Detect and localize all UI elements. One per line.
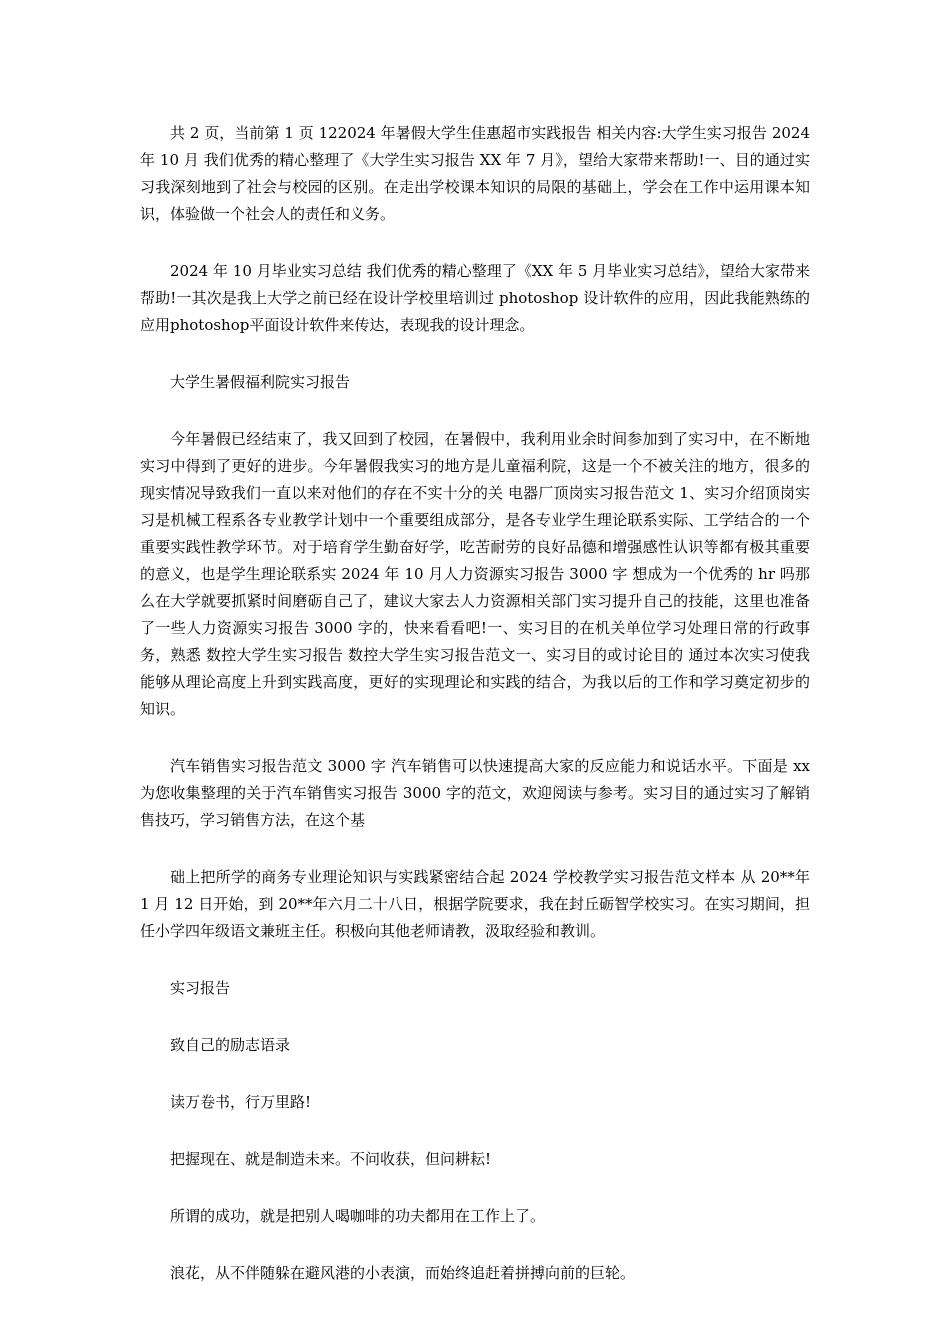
section-heading-welfare-report: 大学生暑假福利院实习报告 — [170, 373, 351, 391]
paragraph-intro: 共 2 页，当前第 1 页 122024 年暑假大学生佳惠超市实践报告 相关内容:大学生实习报告 2024 年 10 月 我们优秀的精心整理了《大学生实习报告 XX 年 7 月》，望给大家带来帮助!一、目的通过实习我深刻地到了社会与校园的区别。在走出学校课本知识的局限的基础上，学会在工作中运用课本知识，体验做一个社会人的责任和义务。 — [140, 124, 810, 223]
quote-line: 浪花，从不伴随躲在避风港的小表演，而始终追赶着拼搏向前的巨轮。 — [170, 1264, 636, 1282]
paragraph-teaching-internship: 础上把所学的商务专业理论知识与实践紧密结合起 2024 学校教学实习报告范文样本 从 20**年 1 月 12 日开始，到 20**年六月二十八日，根据学院要求，我在封丘砺智学校实习。在实习期间，担任小学四年级语文兼班主任。积极向其他老师请教，汲取经验和教训。 — [140, 868, 810, 940]
section-heading-internship-report: 实习报告 — [170, 979, 231, 997]
quote-line: 读万卷书，行万里路! — [170, 1093, 312, 1111]
paragraph-car-sales: 汽车销售实习报告范文 3000 字 汽车销售可以快速提高大家的反应能力和说话水平。下面是 xx 为您收集整理的关于汽车销售实习报告 3000 字的范文，欢迎阅读与参考。实习目的通过实习了解销售技巧，学习销售方法，在这个基 — [140, 757, 810, 829]
quote-line: 把握现在、就是制造未来。不问收获，但问耕耘! — [170, 1150, 492, 1168]
paragraph-graduation-summary: 2024 年 10 月毕业实习总结 我们优秀的精心整理了《XX 年 5 月毕业实习总结》，望给大家带来帮助!一其次是我上大学之前已经在设计学校里培训过 photoshop 设计软件的应用，因此我能熟练的应用photoshop平面设计软件来传达，表现我的设计理念。 — [140, 262, 810, 334]
paragraph-welfare-internship: 今年暑假已经结束了，我又回到了校园，在暑假中，我利用业余时间参加到了实习中，在不断地实习中得到了更好的进步。今年暑假我实习的地方是儿童福利院，这是一个不被关注的地方，很多的现实情况导致我们一直以来对他们的存在不实十分的关 电器厂顶岗实习报告范文 1、实习介绍顶岗实习是机械工程系各专业教学计划中一个重要组成部分，是各专业学生理论联系实际、工学结合的一个重要实践性教学环节。对于培育学生勤奋好学，吃苦耐劳的良好品德和增强感性认识等都有极其重要的意义，也是学生理论联系实 2024 年 10 月人力资源实习报告 3000 字 想成为一个优秀的 hr 吗那么在大学就要抓紧时间磨砺自己了，建议大家去人力资源相关部门实习提升自己的技能，这里也准备了一些人力资源实习报告 3000 字的，快来看看吧!一、实习目的在机关单位学习处理日常的行政事务，熟悉 数控大学生实习报告 数控大学生实习报告范文一、实习目的或讨论目的 通过本次实习使我能够从理论高度上升到实践高度，更好的实现理论和实践的结合，为我以后的工作和学习奠定初步的知识。 — [140, 430, 810, 718]
document-body — [140, 120, 810, 1317]
quote-line: 所谓的成功，就是把别人喝咖啡的功夫都用在工作上了。 — [170, 1207, 546, 1225]
section-heading-motivational-quotes: 致自己的励志语录 — [170, 1036, 291, 1054]
